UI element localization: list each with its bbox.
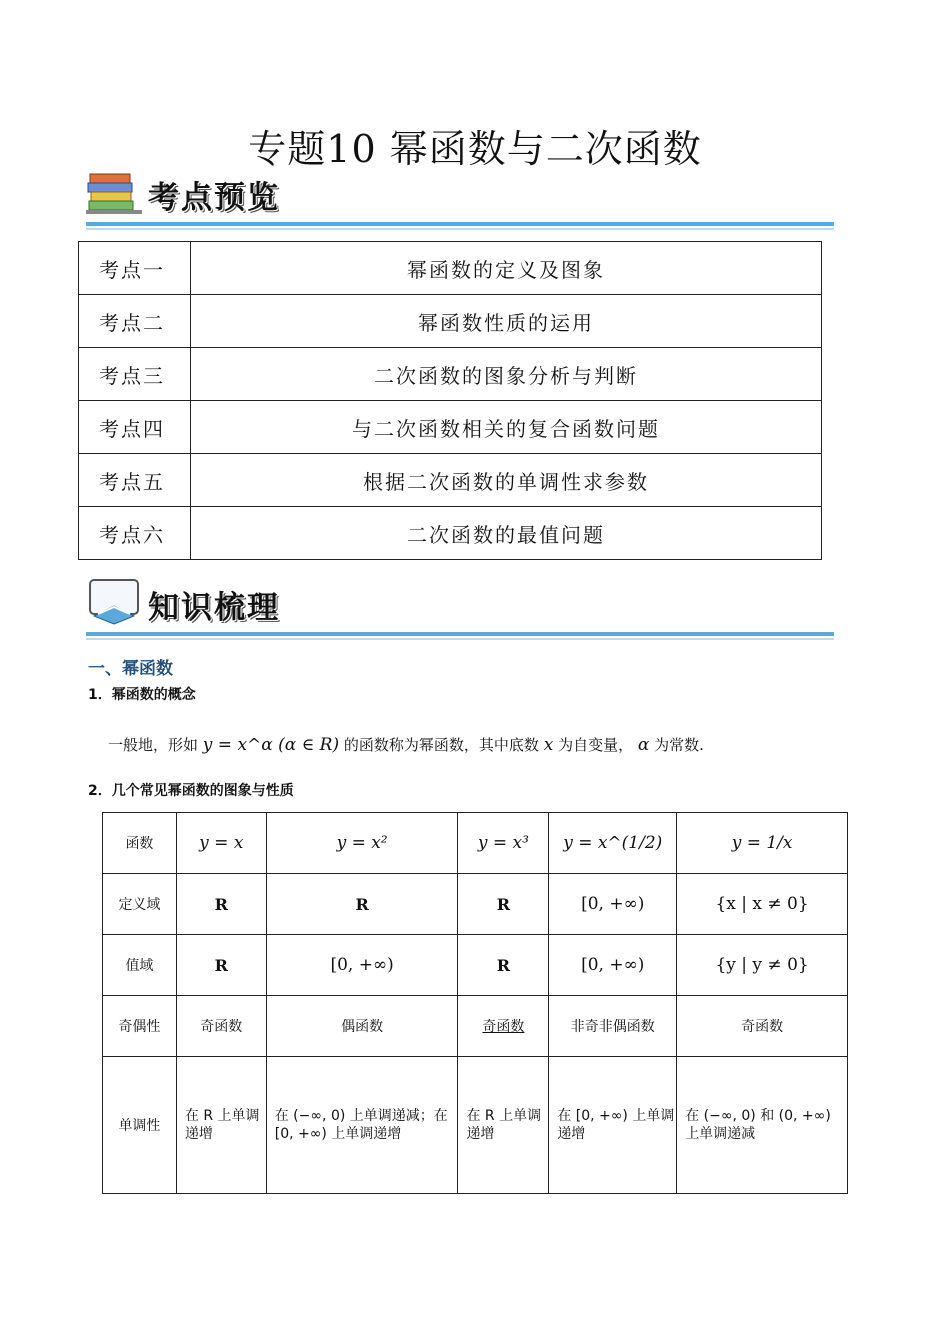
text: 为自变量，: [558, 736, 634, 754]
page-title: 专题10 幂函数与二次函数: [248, 127, 702, 171]
section-banner-preview: [86, 166, 834, 232]
function-header: y = x^(1/2): [549, 813, 677, 874]
toc-row: [79, 295, 822, 348]
table-cell: {x | x ≠ 0}: [677, 874, 848, 935]
toc-key: 考点一: [79, 242, 191, 295]
table-cell: {y | y ≠ 0}: [677, 935, 848, 996]
banner-label: 知识梳理: [148, 590, 280, 626]
toc-key: 考点二: [79, 295, 191, 348]
table-cell: 在 (−∞, 0) 上单调递减；在 [0, +∞) 上单调递增: [266, 1057, 458, 1194]
table-cell: 在 [0, +∞) 上单调递增: [549, 1057, 677, 1194]
power-functions-table: [102, 812, 848, 1194]
toc-value: 幂函数的定义及图象: [191, 242, 822, 295]
table-cell: [0, +∞): [266, 935, 458, 996]
definition-paragraph: [108, 734, 704, 755]
table-cell: R: [176, 874, 266, 935]
toc-row: [79, 242, 822, 295]
function-header: y = x: [176, 813, 266, 874]
function-header: y = 1/x: [677, 813, 848, 874]
text: 一般地，形如: [108, 736, 199, 754]
table-cell: 奇函数: [176, 996, 266, 1057]
toc-key: 考点六: [79, 507, 191, 560]
toc-value: 与二次函数相关的复合函数问题: [191, 401, 822, 454]
table-cell: R: [266, 874, 458, 935]
subsection-heading: 1．幂函数的概念: [88, 687, 196, 703]
row-label: 定义域: [103, 874, 177, 935]
table-cell: 在 (−∞, 0) 和 (0, +∞) 上单调递减: [677, 1057, 848, 1194]
text: 的函数称为幂函数，其中底数: [343, 736, 539, 754]
toc-value: 二次函数的最值问题: [191, 507, 822, 560]
toc-value: 二次函数的图象分析与判断: [191, 348, 822, 401]
toc-row: [79, 507, 822, 560]
table-cell: 偶函数: [266, 996, 458, 1057]
table-cell: [0, +∞): [549, 935, 677, 996]
table-row: [103, 874, 848, 935]
table-row: [103, 813, 848, 874]
table-cell: R: [458, 874, 549, 935]
table-cell: R: [458, 935, 549, 996]
variable: x: [543, 735, 554, 755]
subsection-heading: 2．几个常见幂函数的图象与性质: [88, 783, 294, 799]
table-cell: 在 R 上单调递增: [458, 1057, 549, 1194]
toc-row: [79, 348, 822, 401]
table-cell: 在 R 上单调递增: [176, 1057, 266, 1194]
section-banner-knowledge: [86, 576, 834, 642]
toc-table: [78, 241, 822, 560]
toc-row: [79, 454, 822, 507]
row-label: 值域: [103, 935, 177, 996]
toc-value: 幂函数性质的运用: [191, 295, 822, 348]
table-row: [103, 996, 848, 1057]
toc-key: 考点五: [79, 454, 191, 507]
function-header: y = x³: [458, 813, 549, 874]
table-cell: R: [176, 935, 266, 996]
table-row: [103, 935, 848, 996]
books-icon: [86, 166, 142, 218]
banner-label: 考点预览: [148, 180, 280, 216]
row-label: 奇偶性: [103, 996, 177, 1057]
function-header: y = x²: [266, 813, 458, 874]
row-label: 函数: [103, 813, 177, 874]
open-book-icon: [86, 576, 142, 628]
row-label: 单调性: [103, 1057, 177, 1194]
formula: y = x^α (α ∈ R): [202, 735, 340, 755]
table-cell: 奇函数: [677, 996, 848, 1057]
variable: α: [637, 735, 650, 755]
table-cell: [0, +∞): [549, 874, 677, 935]
toc-key: 考点四: [79, 401, 191, 454]
toc-row: [79, 401, 822, 454]
table-row: [103, 1057, 848, 1194]
table-cell: 奇函数: [458, 996, 549, 1057]
text: 为常数.: [654, 736, 704, 754]
section-heading: 一、幂函数: [88, 659, 173, 679]
toc-value: 根据二次函数的单调性求参数: [191, 454, 822, 507]
table-cell: 非奇非偶函数: [549, 996, 677, 1057]
toc-key: 考点三: [79, 348, 191, 401]
